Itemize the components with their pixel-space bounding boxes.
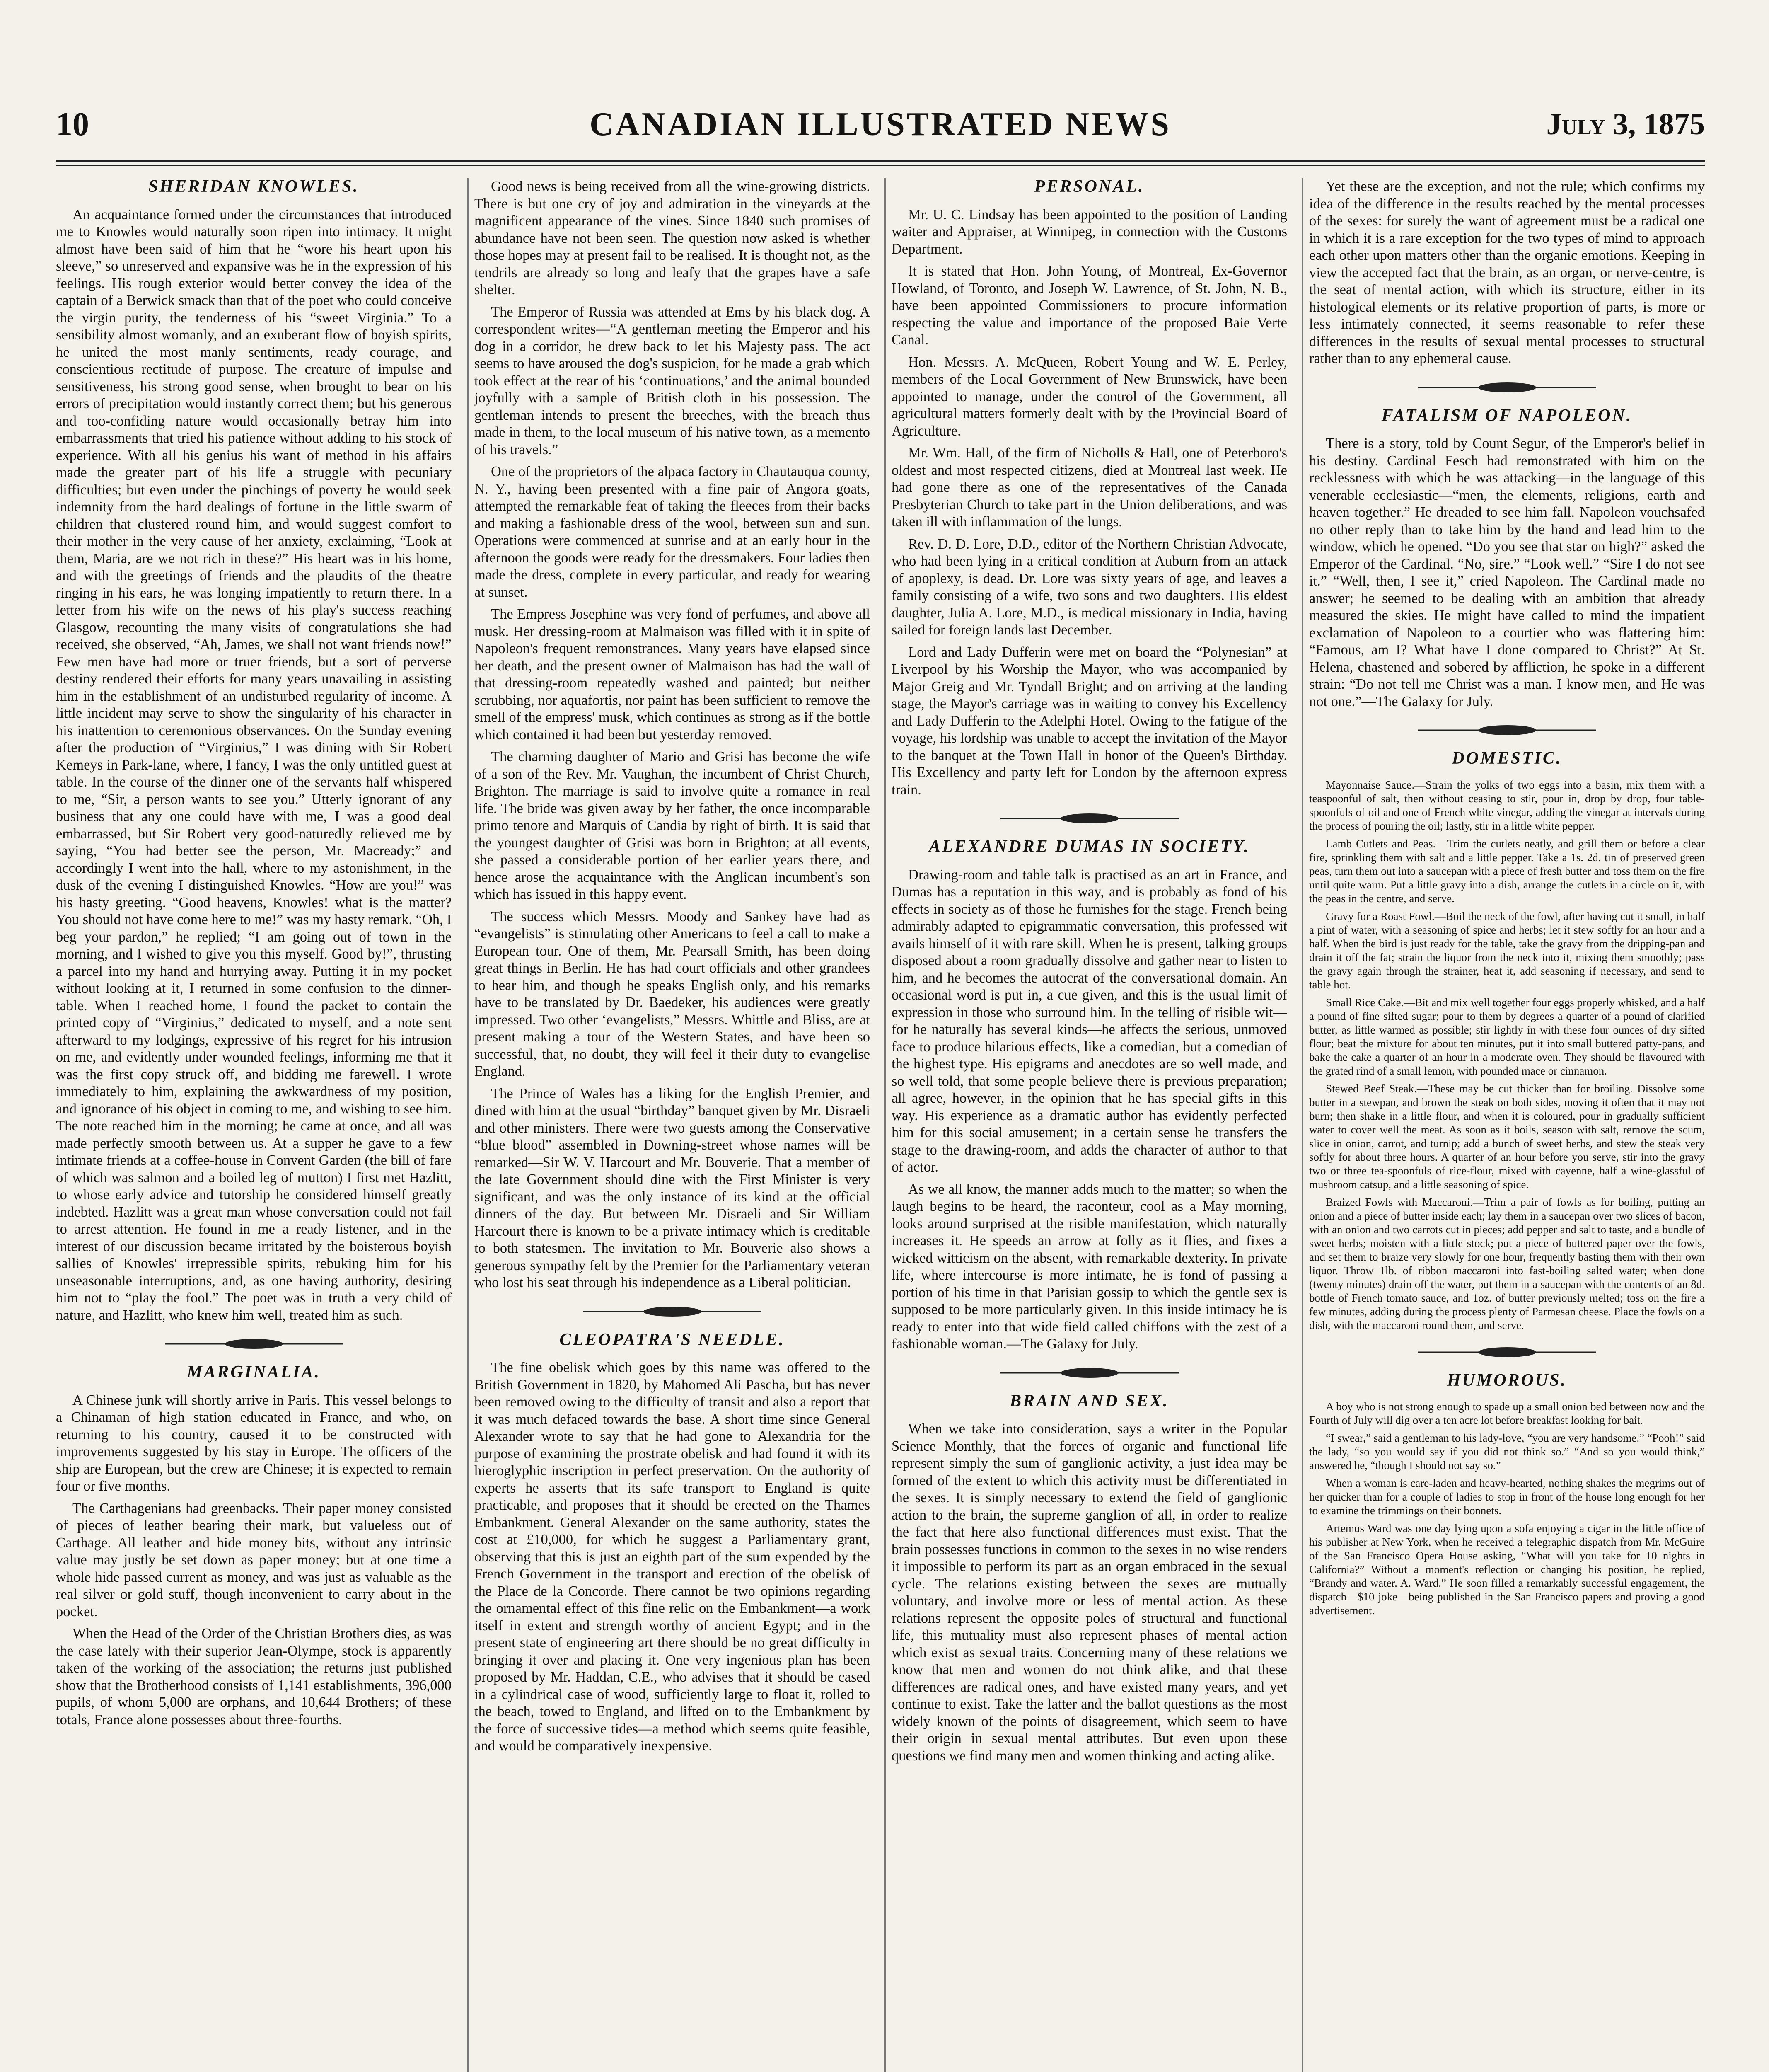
section-ornament-rule	[1001, 1365, 1179, 1380]
article-paragraph: Lamb Cutlets and Peas.—Trim the cutlets neatly, and grill them or before a clear fire, sprinkling them with salt and a little pepper. Take a 1s. 2d. tin of preserved green peas, turn them out into a saucepan with a piece of fresh butter and toss them on the fire until quite warm. Put a little gravy into a dish, arrange the cutlets in a circle on it, with the peas in the centre, and serve.	[1309, 837, 1705, 905]
article-paragraph: The Carthagenians had greenbacks. Their paper money consisted of pieces of leather bearing their mark, but valueless out of Carthage. All leather and hide money bits, without any intrinsic value may justly be set down as paper money; but at one time a whole hide passed current as money, and was just as valuable as the real silver or gold stuff, though inconvenient to carry about in the pocket.	[56, 1500, 452, 1619]
article-headline: HUMOROUS.	[1447, 1370, 1567, 1390]
article	[56, 1336, 452, 1728]
column-3	[892, 178, 1287, 2072]
article-headline: MARGINALIA.	[187, 1363, 321, 1382]
article-paragraph: One of the proprietors of the alpaca factory in Chautauqua county, N. Y., having been presented with a fine pair of Angora goats, attempted the remarkable feat of taking the fleeces from their backs and making a fashionable dress of the wool, between sun and sun. Operations were commenced at sunrise and at an early hour in the afternoon the goods were ready for the dressmakers. Four ladies then made the dress, complete in every particular, and ready for wearing at sunset.	[474, 464, 870, 600]
article	[892, 178, 1287, 799]
article-headline: PERSONAL.	[1034, 178, 1145, 196]
column-divider	[1302, 178, 1303, 2072]
article	[474, 178, 870, 1292]
article	[1309, 380, 1705, 711]
article-paragraph: Gravy for a Roast Fowl.—Boil the neck of the fowl, after having cut it small, in half a pint of water, with a seasoning of spice and herbs; let it stew softly for an hour and a half. When the bird is just ready for the table, take the gravy from the dripping-pan and drain it off the fat; strain the liquor from the neck into it, mixing them smoothly; pass the gravy again through the strainer, heat it, add seasoning if necessary, and send to table hot.	[1309, 910, 1705, 991]
column-divider	[885, 178, 886, 2072]
article	[56, 178, 452, 1324]
article-paragraph: A Chinese junk will shortly arrive in Paris. This vessel belongs to a Chinaman of high station educated in France, and who, on returning to his country, caused it to be constructed with improvements suggested by his stay in Europe. The officers of the ship are European, but the crew are Chinese; it is expected to remain four or five months.	[56, 1392, 452, 1494]
article-headline: DOMESTIC.	[1452, 749, 1562, 768]
article	[1309, 178, 1705, 368]
column-2	[474, 178, 870, 2072]
issue-date: July 3, 1875	[1546, 107, 1705, 141]
article-paragraph: When the Head of the Order of the Christian Brothers dies, as was the case lately with their superior Jean-Olympe, stock is apparently taken of the working of the association; the returns just published show that the Brotherhood consists of 1,141 establishments, 396,000 pupils, of whom 5,000 are orphans, and 10,644 Brothers; of these totals, France alone possesses about three-fourths.	[56, 1626, 452, 1728]
article-paragraph: Mayonnaise Sauce.—Strain the yolks of two eggs into a basin, mix them with a teaspoonful of salt, then without ceasing to stir, pour in, drop by drop, four table-spoonfuls of oil and one of French white vinegar, adding the vinegar at intervals during the process of pouring the oil; lastly, stir in a little white pepper.	[1309, 778, 1705, 832]
article-paragraph: There is a story, told by Count Segur, of the Emperor's belief in his destiny. Cardinal Fesch had remonstrated with him on the recklessness with which he was attacking—in the language of this venerable ecclesiastic—“men, the elements, religions, earth and heaven together.” He dreaded to see him fall. Napoleon vouchsafed no other reply than to take him by the hand and lead him to the window, which he opened. “Do you see that star on high?” asked the Emperor of the Cardinal. “No, sire.” “Look well.” “Sire I do not see it.” “Well, then, I see it,” cried Napoleon. The Cardinal made no answer; he seemed to be dealing with an ambition that already measured the skies. He might have called to mind the impatient exclamation of Napoleon to a courtier who was flattering him: “Famous, am I? What have I done compared to Christ?” At St. Helena, chastened and sobered by affliction, he spoke in a different strain: “Do not tell me Christ was a man. I know men, and He was not one.”—The Galaxy for July.	[1309, 436, 1705, 709]
article-paragraph: As we all know, the manner adds much to the matter; so when the laugh begins to be heard, the raconteur, cool as a May morning, looks around surprised at the risible manifestation, which naturally increases it. He speeds an arrow at folly as it flies, and fixes a wicked witticism on the absent, with remarkable dexterity. In private life, where intercourse is more intimate, he is fond of passing a portion of his time in that Parisian gossip to which the gentle sex is supposed to be more particularly given. In this inside intimacy he is ready to enter into that wide field called chiffons with the zest of a fashionable woman.—The Galaxy for July.	[892, 1181, 1287, 1352]
article-paragraph: Stewed Beef Steak.—These may be cut thicker than for broiling. Dissolve some butter in a stewpan, and brown the steak on both sides, moving it often that it may not burn; then shake in a little flour, and when it is coloured, pour in gradually sufficient water to cover well the meat. As soon as it boils, season with salt, remove the scum, slice in onion, carrot, and turnip; add a bunch of sweet herbs, and stew the steak very softly for about three hours. A quarter of an hour before you serve, stir into the gravy two or three tea-spoonfuls of rice-flour, mixed with cayenne, half a wine-glassful of mushroom catsup, and a little seasoning of spice.	[1309, 1082, 1705, 1191]
section-ornament-rule	[1418, 1345, 1596, 1360]
article-paragraph: The success which Messrs. Moody and Sankey have had as “evangelists” is stimulating other Americans to feel a call to make a European tour. One of them, Mr. Pearsall Smith, has been doing great things in Berlin. He has had court officials and other grandees to hear him, and though he speaks English only, and his remarks have to be translated by Dr. Baedeker, his audiences were greatly impressed. Two other ‘evangelists,” Messrs. Whittle and Bliss, are at present making a tour of the Western States, and have been so successful, that, no doubt, they will feel it their duty to evangelise England.	[474, 908, 870, 1079]
masthead-rule-thin	[56, 165, 1705, 166]
article-paragraph: When a woman is care-laden and heavy-hearted, nothing shakes the megrims out of her quicker than for a couple of ladies to stop in front of the house long enough for her to examine the trimmings on their bonnets.	[1309, 1477, 1705, 1517]
masthead	[56, 93, 1705, 155]
article	[892, 1365, 1287, 1765]
article	[892, 811, 1287, 1353]
article-paragraph: Good news is being received from all the wine-growing districts. There is but one cry of joy and admiration in the vineyards at the magnificent appearance of the vines. Since 1840 such promises of abundance have not been seen. The question now asked is whether those hopes may at present fail to be realised. It is thought not, as the tendrils are already so long and leafy that the grapes have a safe shelter.	[474, 179, 870, 298]
article-paragraph: Lord and Lady Dufferin were met on board the “Polynesian” at Liverpool by his Worship the Mayor, who was accompanied by Major Greig and Mr. Tyndall Bright; and on arriving at the landing stage, the Mayor's carriage was in waiting to convey his Excellency and Lady Dufferin to the Adelphi Hotel. Owing to the fatigue of the voyage, his lordship was unable to accept the invitation of the Mayor to the banquet at the Town Hall in honor of the Queen's Birthday. His Excellency and party left for London by the afternoon express train.	[892, 644, 1287, 798]
article-headline: BRAIN AND SEX.	[1010, 1391, 1169, 1411]
masthead-rule	[56, 160, 1705, 162]
section-ornament-rule	[583, 1304, 761, 1319]
section-ornament-rule	[1418, 723, 1596, 738]
newspaper-title: CANADIAN ILLUSTRATED NEWS	[590, 106, 1171, 143]
article-paragraph: Artemus Ward was one day lying upon a sofa enjoying a cigar in the little office of his publisher at New York, when he received a telegraphic dispatch from Mr. McGuire of the San Francisco Opera House asking, “What will you take for 10 nights in California?” Without a moment's reflection or changing his position, he replied, “Brandy and water. A. Ward.” He soon filled a remarkably successful engagement, the dispatch—$10 joke—being published in the San Francisco papers and proving a good advertisement.	[1309, 1522, 1705, 1617]
column-divider	[467, 178, 469, 2072]
article-headline: SHERIDAN KNOWLES.	[148, 178, 360, 196]
article-headline: FATALISM OF NAPOLEON.	[1381, 406, 1633, 425]
article-headline: ALEXANDRE DUMAS IN SOCIETY.	[929, 837, 1250, 856]
article-paragraph: The Emperor of Russia was attended at Ems by his black dog. A correspondent writes—“A gentleman meeting the Emperor and his dog in a corridor, he drew back to let his Majesty pass. The act seems to have aroused the dog's suspicion, for he made a grab which took effect at the rear of his ‘continuations,’ and the animal bounded joyfully with a sample of British cloth in his possession. The gentleman intends to present the breeches, with the breach thus made in them, to the local museum of his native town, as a memento of his travels.”	[474, 304, 870, 457]
article-paragraph: Drawing-room and table talk is practised as an art in France, and Dumas has a reputation in this way, and is probably as fond of his effects in society as of those he furnishes for the stage. French being admirably adapted to epigrammatic conversation, this professed wit avails himself of it with rare skill. When he is present, talking groups disposed about a room gradually dissolve and gather near to listen to him, and he becomes the autocrat of the conversational domain. An occasional word is put in, a cue given, and this is the usual limit of expression in those who surround him. In the telling of risible wit—for he naturally has several kinds—he affects the serious, unmoved face to produce hilarious effects, like a comedian, but a comedian of the highest type. His epigrams and anecdotes are so well made, and so well told, that some people believe there is previous preparation; all agree, however, in the opinion that he has special gifts in this way. His experience as a dramatic author has evidently perfected him for this social amusement; in a certain sense he transfers the stage to the drawing-room, and adds the character of author to that of actor.	[892, 867, 1287, 1175]
page-number: 10	[56, 106, 89, 143]
article-paragraph: Mr. Wm. Hall, of the firm of Nicholls & Hall, one of Peterboro's oldest and most respected citizens, died at Montreal last week. He had gone there as one of the representatives of the Canada Presbyterian Church to take part in the Union deliberations, and was taken ill with inflammation of the lungs.	[892, 445, 1287, 530]
article-paragraph: Hon. Messrs. A. McQueen, Robert Young and W. E. Perley, members of the Local Government of New Brunswick, have been appointed to manage, under the control of the Government, all agricultural matters formerly dealt with by the Provincial Board of Agriculture.	[892, 354, 1287, 439]
article-headline: CLEOPATRA'S NEEDLE.	[559, 1330, 785, 1349]
article-paragraph: The Prince of Wales has a liking for the English Premier, and dined with him at the usual “birthday” banquet given by Mr. Disraeli and other ministers. There were two guests among the Conservative “blue blood” assembled in Downing-street whose names will be remarked—Sir W. V. Harcourt and Mr. Bouverie. That a member of the late Government should dine with the First Minister is very significant, and was the only instance of its kind at the official dinners of the day. But between Mr. Disraeli and Sir William Harcourt there is known to be a private intimacy which is creditable to both statesmen. The invitation to Mr. Bouverie also shows a generous sympathy felt by the Premier for the Parliamentary veteran who lost his seat through his independence as a Liberal politician.	[474, 1085, 870, 1290]
article-paragraph: An acquaintance formed under the circumstances that introduced me to Knowles would naturally soon ripen into intimacy. It might almost have been said of him that he “wore his heart upon his sleeve,” so unreserved and expansive was he in the expression of his feelings. His rough exterior would better convey the idea of the captain of a Berwick smack than that of the poet who could conceive the virgin purity, the tenderness of his “sweet Virginia.” To a sensibility almost womanly, and an exuberant flow of boyish spirits, he united the most manly sentiments, ready courage, and conscientious rectitude of purpose. The creature of impulse and sensitiveness, his strong good sense, when brought to bear on his errors of precipitation would instantly correct them; but his generous and too-confiding nature would occasionally betray him into embarrassments that tried his patience without adding to his stock of experience. With all his genius his want of method in his affairs made the greater part of his life a struggle with pecuniary difficulties; but even under the pinchings of poverty he would seek indemnity from the hard dealings of fortune in the little swarm of children that clustered round him, and would suggest comfort to their mother in the very cause of her anxiety, exclaiming, “Look at them, Maria, are we not rich in these?” His heart was in his home, and with the greetings of friends and the plaudits of the theatre ringing in his ears, he was longing impatiently to return there. In a letter from his wife on the news of his play's success reaching Glasgow, recounting the many visits of congratulations she had received, she observed, “Ah, James, we shall not want friends now!” Few men have had more or truer friends, but a sort of perverse destiny rendered their efforts for many years unavailing in assisting him in the establishment of an undisturbed regularity of income. A little incident may serve to show the singularity of his character in his inattention to ceremonious observances. On the Sunday evening after the production of “Virginius,” I was dining with Sir Robert Kemeys in Park-lane, where, I fancy, I was the only untitled guest at table. In the course of the dinner one of the servants half whispered to me, “Sir, a person wants to see you.” Utterly ignorant of any business that any one could have with me, I was a good deal embarrassed, but Sir Robert very good-naturedly relieved me by saying, “You had better see the person, Mr. Macready;” and accordingly I went into the hall, where to my astonishment, in the dusk of the evening I distinguished Knowles. “How are you!” was his hasty greeting. “Good heavens, Knowles! what is the matter? You should not have come here to me!” was my hasty remark. “Oh, I beg your pardon,” he replied; “I am going out of town in the morning, and I wished to give you this myself. Good by!”, thrusting a parcel into my hand and hurrying away. Putting it in my pocket without looking at it, I returned in some confusion to the dinner-table. When I reached home, I found the packet to contain the printed copy of “Virginius,” dedicated to myself, and a note sent afterward to my lodgings, expressive of his regret for his intrusion on me, and evidently under wounded feelings, informing me that it was the first copy struck off, and bidding me farewell. I wrote immediately to him, explaining the awkwardness of my position, and ignorance of his object in coming to me, and wishing to see him. The note reached him in the morning; he came at once, and all was made perfectly smooth between us. At a supper he gave to a few intimate friends at a coffee-house in Convent Garden (the bill of fare of which was salmon and a boiled leg of mutton) I first met Hazlitt, to whose early advice and tutorship he considered himself greatly indebted. Hazlitt was a great man whose conversation could not fail to arrest attention. He found in me a ready listener, and in the interest of our discussion became irritated by the boisterous boyish sallies of Knowles' irrepressible spirits, rebuking him for his unseasonable interruptions, and, as one having authority, desiring him not to “play the fool.” The poet was in truth a very child of nature, and Hazlitt, who knew him well, treated him as such.	[56, 206, 452, 1323]
article	[474, 1304, 870, 1755]
article	[1309, 1345, 1705, 1618]
article-paragraph: Mr. U. C. Lindsay has been appointed to the position of Landing waiter and Appraiser, at Winnipeg, in connection with the Customs Department.	[892, 206, 1287, 257]
article-paragraph: “I swear,” said a gentleman to his lady-love, “you are very handsome.” “Pooh!” said the lady, “so you would say if you did not think so.” “And so you would think,” answered he, “though I should not say so.”	[1309, 1432, 1705, 1472]
article-paragraph: Small Rice Cake.—Bit and mix well together four eggs properly whisked, and a half a pound of fine sifted sugar; pour to them by degrees a quarter of a pound of clarified butter, as little warmed as possible; stir lightly in with these four ounces of dry sifted flour; beat the mixture for about ten minutes, put it into small buttered patty-pans, and bake the cake a quarter of an hour in a moderate oven. They should be flavoured with the grated rind of a small lemon, with pounded mace or cinnamon.	[1309, 996, 1705, 1077]
article-paragraph: It is stated that Hon. John Young, of Montreal, Ex-Governor Howland, of Toronto, and Joseph W. Lawrence, of St. John, N. B., have been appointed Commissioners to procure information respecting the value and importance of the proposed Baie Verte Canal.	[892, 263, 1287, 348]
article-paragraph: Yet these are the exception, and not the rule; which confirms my idea of the difference in the results reached by the mental processes of the sexes: for surely the want of agreement must be a radical one in which it is a rare exception for the two types of mind to approach each other upon matters other than the organic emotions. Keeping in view the accepted fact that the brain, as an organ, or nerve-centre, is the seat of mental action, with which its structure, either in its histological elements or its relative proportion of parts, is more or less intimately connected, it seems reasonable to refer these differences in the results of sexual mental processes to structural rather than to any ephemeral cause.	[1309, 179, 1705, 366]
article-paragraph: When we take into consideration, says a writer in the Popular Science Monthly, that the forces of organic and functional life represent simply the sum of ganglionic activity, a just idea may be formed of the extent to which this activity must be differentiated in the sexes. It is simply necessary to extend the field of ganglionic action to the brain, the supreme ganglion of all, in order to realize the fact that here also functional differences must exist. That the brain possesses functions in common to the sexes in no wise renders it impossible to perform its part as an organ embraced in the sexual cycle. The relations existing between the sexes are mutually voluntary, and involve more or less of mental action. As these relations represent the opposite poles of structural and functional life, this mutuality must also represent phases of mental action which exist as sexual traits. Concerning many of these relations we know that men and women do not think alike, and that these differences are radical ones, and have existed many years, and yet continue to exist. Take the latter and the ballot questions as the most widely known of the points of disagreement, which seem to have their origin in sexual mental attributes. But even upon these questions we find many men and women thinking and acting alike.	[892, 1421, 1287, 1764]
column-4	[1309, 178, 1705, 2072]
article-paragraph: Braized Fowls with Maccaroni.—Trim a pair of fowls as for boiling, putting an onion and a piece of butter inside each; lay them in a saucepan over two slices of bacon, with an onion and two carrots cut in pieces; add pepper and salt to taste, and a bundle of sweet herbs; moisten with a little stock; put a piece of buttered paper over the fowls, and set them to braize very slowly for one hour, frequently basting them with their own liquor. Throw 1lb. of ribbon maccaroni into fast-boiling salted water; when done (twenty minutes) drain off the water, put them in a saucepan with the contents of an 8d. bottle of French tomato sauce, and 1oz. of butter previously melted; toss on the fire a few minutes, adding during the process plenty of Parmesan cheese. Place the fowls on a dish, with the maccaroni round them, and serve.	[1309, 1196, 1705, 1331]
column-1	[56, 178, 452, 2072]
section-ornament-rule	[1001, 811, 1179, 826]
article-paragraph: The fine obelisk which goes by this name was offered to the British Government in 1820, by Mahomed Ali Pascha, but has never been removed owing to the difficulty of transit and also a report that it was much defaced towards the base. A short time since General Alexander wrote to say that he had gone to Alexandria for the purpose of examining the prostrate obelisk and had found it with its hieroglyphic inscription in perfect preservation. On the authority of experts he asserts that its safe transport to England is quite practicable, and proposes that it should be erected on the Thames Embankment. General Alexander on the same authority, states the cost at £10,000, for which he suggest a Parliamentary grant, observing that this is just an eighth part of the sum expended by the French Government in the transport and erection of the obelisk of the Place de la Concorde. There cannot be two opinions regarding the ornamental effect of this fine relic on the Embankment—a work itself in extent and strength worthy of ancient Egypt; and in the present state of engineering art there should be no great difficulty in bringing it over and placing it. One very ingenious plan has been proposed by Mr. Haddan, C.E., who advises that it should be cased in a cylindrical case of wood, sufficiently large to float it, rolled to the beach, towed to England, and lifted on to the Embankment by the force of successive tides—a method which seems quite feasible, and would be comparatively inexpensive.	[474, 1360, 870, 1754]
article-paragraph: The Empress Josephine was very fond of perfumes, and above all musk. Her dressing-room at Malmaison was filled with it in spite of Napoleon's frequent remonstrances. Many years have elapsed since her death, and the present owner of Malmaison has had the wall of that dressing-room repeatedly washed and painted; but neither scrubbing, nor aquafortis, nor paint has been sufficient to remove the smell of the empress' musk, which continues as strong as if the bottle which contained it had been but yesterday removed.	[474, 606, 870, 743]
article-paragraph: A boy who is not strong enough to spade up a small onion bed between now and the Fourth of July will dig over a ten acre lot before breakfast looking for bait.	[1309, 1400, 1705, 1426]
article	[1309, 723, 1705, 1332]
section-ornament-rule	[165, 1336, 343, 1351]
section-ornament-rule	[1418, 380, 1596, 395]
article-paragraph: Rev. D. D. Lore, D.D., editor of the Northern Christian Advocate, who had been lying in a critical condition at Auburn from an attack of apoplexy, is dead. Dr. Lore was sixty years of age, and leaves a family consisting of a wife, two sons and two daughters. His eldest daughter, Julia A. Lore, M.D., is medical missionary in India, having sailed for foreign lands last December.	[892, 536, 1287, 638]
article-paragraph: The charming daughter of Mario and Grisi has become the wife of a son of the Rev. Mr. Vaughan, the incumbent of Christ Church, Brighton. The marriage is said to involve quite a romance in real life. The bride was given away by her father, the once incomparable primo tenore and Marquis of Candia by right of birth. It is said that the youngest daughter of Grisi was born in Brighton; at all events, she passed a considerable portion of her earlier years there, and hence arose the acquaintance with the Anglican incumbent's son which has issued in this happy event.	[474, 749, 870, 902]
